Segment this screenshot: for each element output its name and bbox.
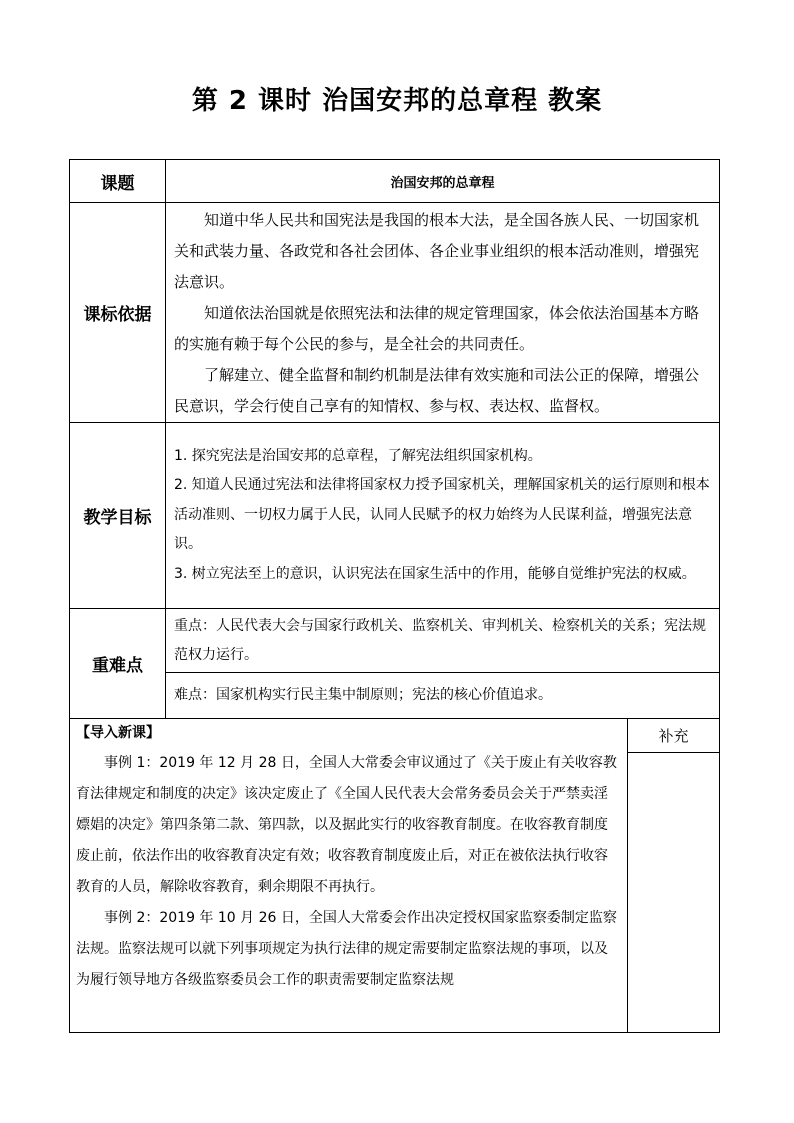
topic-row (70, 160, 720, 203)
key-point-text: 重点：人民代表大会与国家行政机关、监察机关、审判机关、检察机关的关系；宪法规范权力运行。 (174, 617, 706, 663)
standards-content (166, 203, 720, 423)
goal-item: 3. 树立宪法至上的意识，认识宪法在国家生活中的作用，能够自觉维护宪法的权威。 (174, 565, 696, 582)
page-title: 第 2 课时 治国安邦的总章程 教案 (191, 86, 603, 116)
difficult-point (166, 673, 720, 719)
goals-row (70, 423, 720, 609)
standards-label: 课标依据 (70, 203, 166, 423)
intro-content (70, 719, 628, 1033)
intro-heading: 【导入新课】 (76, 725, 160, 741)
supplement-area (628, 753, 720, 1033)
topic-value: 治国安邦的总章程 (166, 160, 720, 203)
goal-item: 1. 探究宪法是治国安邦的总章程，了解宪法组织国家机构。 (174, 447, 542, 464)
lesson-plan-table (69, 159, 720, 1033)
intro-paragraph: 事例 2：2019 年 10 月 26 日，全国人大常委会作出决定授权国家监察委制定监察法规。监察法规可以就下列事项规定为执行法律的规定需要制定监察法规的事项，以及为履行领导地方各级监察委员会工作的职责需要制定监察法规 (76, 910, 617, 988)
goal-item: 2. 知道人民通过宪法和法律将国家权力授予国家机关，理解国家机关的运行原则和根本活动准则、一切权力属于人民，认同人民赋予的权力始终为人民谋利益，增强宪法意识。 (174, 477, 710, 553)
supplement-label: 补充 (628, 719, 720, 753)
standards-paragraph: 知道中华人民共和国宪法是我国的根本大法，是全国各族人民、一切国家机关和武装力量、各政党和各社会团体、各企业事业组织的根本活动准则，增强宪法意识。 (174, 211, 700, 291)
standards-paragraph: 知道依法治国就是依照宪法和法律的规定管理国家，体会依法治国基本方略的实施有赖于每个公民的参与，是全社会的共同责任。 (174, 304, 700, 353)
standards-paragraph: 了解建立、健全监督和制约机制是法律有效实施和司法公正的保障，增强公民意识，学会行使自己享有的知情权、参与权、表达权、监督权。 (174, 366, 700, 415)
keypoints-row (70, 609, 720, 673)
goals-content (166, 423, 720, 609)
difficult-row (70, 673, 720, 719)
intro-head-row (70, 719, 720, 753)
topic-label: 课题 (70, 160, 166, 203)
goals-label: 教学目标 (70, 423, 166, 609)
standards-row (70, 203, 720, 423)
difficult-point-text: 难点：国家机构实行民主集中制原则；宪法的核心价值追求。 (174, 687, 552, 703)
keypoints-label: 重难点 (70, 609, 166, 719)
key-point (166, 609, 720, 673)
intro-paragraph: 事例 1：2019 年 12 月 28 日，全国人大常委会审议通过了《关于废止有关收容教育法律规定和制度的决定》该决定废止了《全国人民代表大会常务委员会关于严禁卖淫嫖娼的决定》第四条第二款、第四款，以及据此实行的收容教育制度。在收容教育制度废止前，依法作出的收容教育决定有效；收容教育制度废止后，对正在被依法执行收容教育的人员，解除收容教育，剩余期限不再执行。 (76, 755, 617, 895)
